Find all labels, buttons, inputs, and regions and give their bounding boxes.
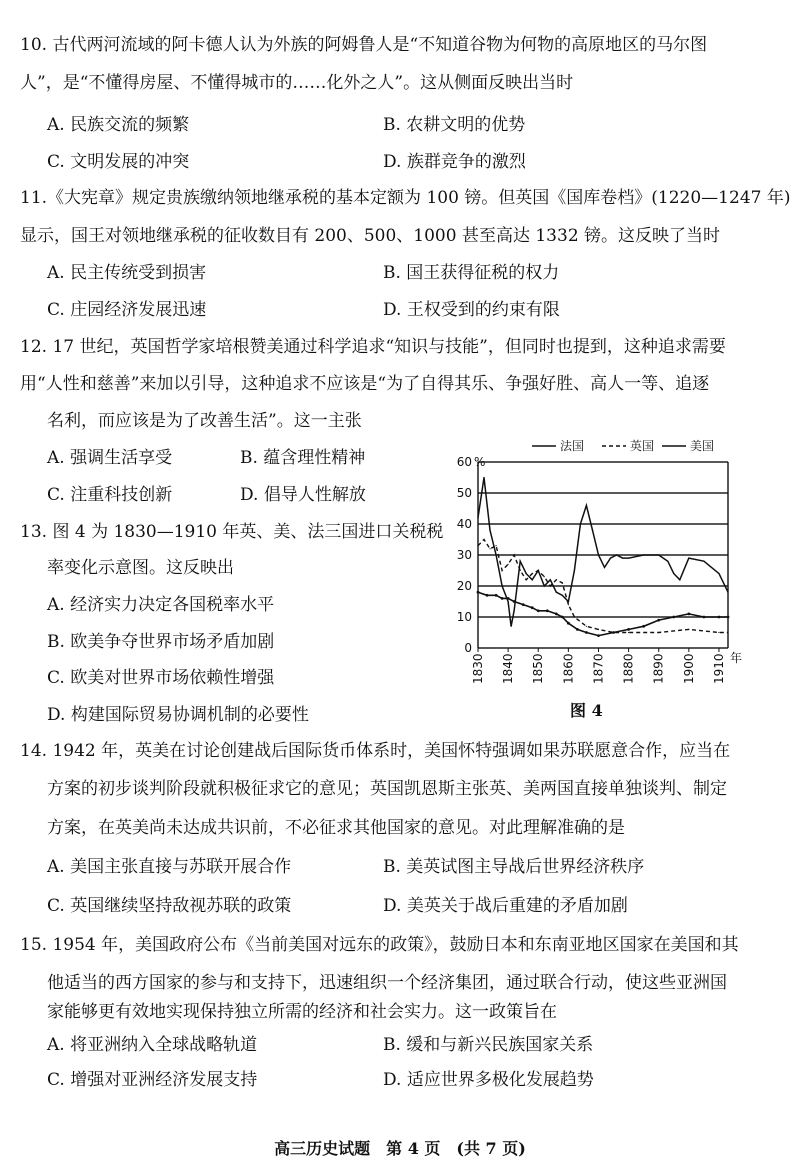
series-1-point xyxy=(550,585,551,586)
series-2-point xyxy=(679,579,680,580)
series-1-point xyxy=(718,632,719,633)
series-1-point xyxy=(501,570,502,571)
series-1-point xyxy=(562,582,563,583)
legend-label-1: 英国 xyxy=(630,439,655,453)
legend-label-0: 法国 xyxy=(560,439,585,453)
q11-stem-line1: 11.《大宪章》规定贵族缴纳领地继承税的基本定额为 100 镑。但英国《国库卷档》(1220—1247 年) xyxy=(20,188,791,208)
series-1-point xyxy=(532,573,533,574)
y-unit-label: % xyxy=(474,455,486,469)
y-tick-label: 60 xyxy=(456,455,472,469)
series-2-point xyxy=(727,592,728,593)
series-2-point xyxy=(520,561,521,562)
series-0-point xyxy=(576,628,579,631)
q14-option-a: A. 美国主张直接与苏联开展合作 xyxy=(47,857,292,877)
series-2-point xyxy=(658,554,659,555)
series-0-point xyxy=(727,616,730,619)
series-1-point xyxy=(568,604,569,605)
series-1-point xyxy=(477,545,478,546)
series-0-point xyxy=(642,625,645,628)
series-2-point xyxy=(604,567,605,568)
series-1-point xyxy=(544,576,545,577)
series-2-point xyxy=(703,561,704,562)
series-1-point xyxy=(526,579,527,580)
series-0-point xyxy=(495,594,498,597)
series-0-point xyxy=(522,603,525,606)
series-2-point xyxy=(544,585,545,586)
q12-option-b: B. 蕴含理性精神 xyxy=(240,448,366,468)
q13-option-d: D. 构建国际贸易协调机制的必要性 xyxy=(47,705,309,725)
x-tick-label: 1860 xyxy=(561,653,576,684)
series-2-point xyxy=(489,530,490,531)
series-2-point xyxy=(643,554,644,555)
q14-stem-line2: 方案的初步谈判阶段就积极征求它的意见；英国凯恩斯主张英、美两国直接单独谈判、制定 xyxy=(47,779,727,799)
q10-option-b: B. 农耕文明的优势 xyxy=(383,115,526,135)
series-0-point xyxy=(718,616,721,619)
series-2-point xyxy=(532,579,533,580)
q10-stem-line2: 人”，是“不懂得房屋、不懂得城市的……化外之人”。这从侧面反映出当时 xyxy=(20,73,574,93)
series-0-point xyxy=(477,591,480,594)
series-1-point xyxy=(598,629,599,630)
series-2-point xyxy=(562,595,563,596)
series-2-point xyxy=(586,505,587,506)
x-unit-label: 年 xyxy=(730,651,743,665)
q15-stem-line1: 15. 1954 年，美国政府公布《当前美国对远东的政策》，鼓励日本和东南亚地区国家在美国和其 xyxy=(20,935,739,955)
series-0-point xyxy=(687,613,690,616)
q12-stem-line1: 12. 17 世纪，英国哲学家培根赞美通过科学追求“知识与技能”，但同时也提到，这种追求需要 xyxy=(20,337,726,357)
q14-stem-line1: 14. 1942 年，英美在讨论创建战后国际货币体系时，美国怀特强调如果苏联愿意合作，应当在 xyxy=(20,741,731,761)
y-tick-label: 10 xyxy=(456,610,472,624)
series-2-point xyxy=(610,558,611,559)
tariff-chart xyxy=(440,439,743,684)
series-2-point xyxy=(538,570,539,571)
series-2-point xyxy=(628,558,629,559)
q15-option-c: C. 增强对亚洲经济发展支持 xyxy=(47,1070,258,1090)
series-1-point xyxy=(556,579,557,580)
series-2-point xyxy=(688,558,689,559)
q15-option-d: D. 适应世界多极化发展趋势 xyxy=(383,1070,594,1090)
series-0-point xyxy=(546,609,549,612)
series-1-point xyxy=(574,616,575,617)
series-2-point xyxy=(574,570,575,571)
series-0-point xyxy=(561,616,564,619)
q10-option-a: A. 民族交流的频繁 xyxy=(47,115,190,135)
tariff-chart-svg xyxy=(440,440,760,690)
x-tick-label: 1840 xyxy=(501,653,516,684)
series-0-point xyxy=(627,628,630,631)
x-tick-label: 1870 xyxy=(591,653,606,684)
q12-option-c: C. 注重科技创新 xyxy=(47,485,173,505)
q15-stem-line2: 他适当的西方国家的参与和支持下，迅速组织一个经济集团，通过联合行动，使这些亚洲国 xyxy=(47,973,727,993)
y-tick-label: 40 xyxy=(456,517,472,531)
q11-option-d: D. 王权受到的约束有限 xyxy=(383,300,560,320)
q10-option-c: C. 文明发展的冲突 xyxy=(47,152,190,172)
x-tick-label: 1890 xyxy=(651,653,666,684)
series-2-point xyxy=(526,573,527,574)
figure-caption: 图 4 xyxy=(570,701,603,720)
series-0-point xyxy=(555,613,558,616)
q12-option-a: A. 强调生活享受 xyxy=(47,448,173,468)
series-2-point xyxy=(508,601,509,602)
series-1-point xyxy=(489,548,490,549)
series-2-point xyxy=(598,554,599,555)
series-2-point xyxy=(622,558,623,559)
q11-option-c: C. 庄园经济发展迅速 xyxy=(47,300,207,320)
series-0-point xyxy=(531,606,534,609)
series-2-point xyxy=(511,626,512,627)
series-1-point xyxy=(658,632,659,633)
q11-option-a: A. 民主传统受到损害 xyxy=(47,263,207,283)
series-2-point xyxy=(616,554,617,555)
y-tick-label: 0 xyxy=(464,641,472,655)
q13-stem-line2: 率变化示意图。这反映出 xyxy=(47,558,234,578)
q15-stem-line3: 家能够更有效地实现保持独立所需的经济和社会实力。这一政策旨在 xyxy=(47,1002,557,1022)
series-2-point xyxy=(568,601,569,602)
series-2-point xyxy=(514,610,515,611)
q13-option-b: B. 欧美争夺世界市场矛盾加剧 xyxy=(47,632,275,652)
series-2-point xyxy=(667,561,668,562)
q15-option-a: A. 将亚洲纳入全球战略轨道 xyxy=(47,1035,258,1055)
y-tick-label: 30 xyxy=(456,548,472,562)
q12-option-d: D. 倡导人性解放 xyxy=(240,485,366,505)
series-0-point xyxy=(657,619,660,622)
q11-option-b: B. 国王获得征税的权力 xyxy=(383,263,560,283)
x-tick-label: 1880 xyxy=(621,653,636,684)
series-2-point xyxy=(550,579,551,580)
series-0-point xyxy=(703,616,706,619)
x-tick-label: 1900 xyxy=(681,653,696,684)
series-0-point xyxy=(486,594,489,597)
q14-option-d: D. 美英关于战后重建的矛盾加剧 xyxy=(383,896,628,916)
series-2-point xyxy=(495,554,496,555)
y-tick-label: 20 xyxy=(456,579,472,593)
q14-option-c: C. 英国继续坚持敌视苏联的政策 xyxy=(47,896,292,916)
y-tick-label: 50 xyxy=(456,486,472,500)
series-2-point xyxy=(592,530,593,531)
series-1-point xyxy=(514,554,515,555)
series-2-point xyxy=(673,573,674,574)
series-line-2 xyxy=(478,478,728,627)
series-2-point xyxy=(483,477,484,478)
series-1-point xyxy=(727,632,728,633)
series-0-point xyxy=(537,609,540,612)
series-0-point xyxy=(672,616,675,619)
series-0-point xyxy=(597,634,600,637)
series-1-point xyxy=(688,629,689,630)
legend-label-2: 美国 xyxy=(690,439,715,453)
page-footer: 高三历史试题 第 4 页 (共 7 页) xyxy=(274,1139,526,1158)
series-2-point xyxy=(477,517,478,518)
q14-option-b: B. 美英试图主导战后世界经济秩序 xyxy=(383,857,645,877)
x-tick-label: 1830 xyxy=(471,653,485,684)
q13-option-a: A. 经济实力决定各国税率水平 xyxy=(47,595,275,615)
q14-stem-line3: 方案，在英美尚未达成共识前，不必征求其他国家的意见。对此理解准确的是 xyxy=(47,818,625,838)
q12-stem-line2: 用“人性和慈善”来加以引导，这种追求不应该是“为了自得其乐、争强好胜、高人一等、追逐 xyxy=(20,374,710,394)
series-2-point xyxy=(580,523,581,524)
series-1-point xyxy=(508,564,509,565)
series-1-point xyxy=(613,632,614,633)
x-tick-label: 1910 xyxy=(711,653,726,684)
q13-option-c: C. 欧美对世界市场依赖性增强 xyxy=(47,668,275,688)
series-0-point xyxy=(585,631,588,634)
series-1-point xyxy=(586,626,587,627)
series-1-point xyxy=(495,545,496,546)
q10-stem-line1: 10. 古代两河流域的阿卡德人认为外族的阿姆鲁人是“不知道谷物为何物的高原地区的马尔图 xyxy=(20,35,708,55)
q11-stem-line2: 显示，国王对领地继承税的征收数目有 200、500、1000 甚至高达 1332 镑。这反映了当时 xyxy=(20,226,721,246)
series-0-point xyxy=(501,597,504,600)
q10-option-d: D. 族群竞争的激烈 xyxy=(383,152,526,172)
series-2-point xyxy=(718,573,719,574)
series-2-point xyxy=(501,585,502,586)
series-1-point xyxy=(483,539,484,540)
q12-stem-line3: 名利，而应该是为了改善生活”。这一主张 xyxy=(47,411,362,431)
series-1-point xyxy=(628,632,629,633)
q13-stem-line1: 13. 图 4 为 1830—1910 年英、美、法三国进口关税税 xyxy=(20,522,444,542)
series-2-point xyxy=(556,592,557,593)
q15-option-b: B. 缓和与新兴民族国家关系 xyxy=(383,1035,594,1055)
series-0-point xyxy=(567,622,570,625)
x-tick-label: 1850 xyxy=(531,653,546,684)
